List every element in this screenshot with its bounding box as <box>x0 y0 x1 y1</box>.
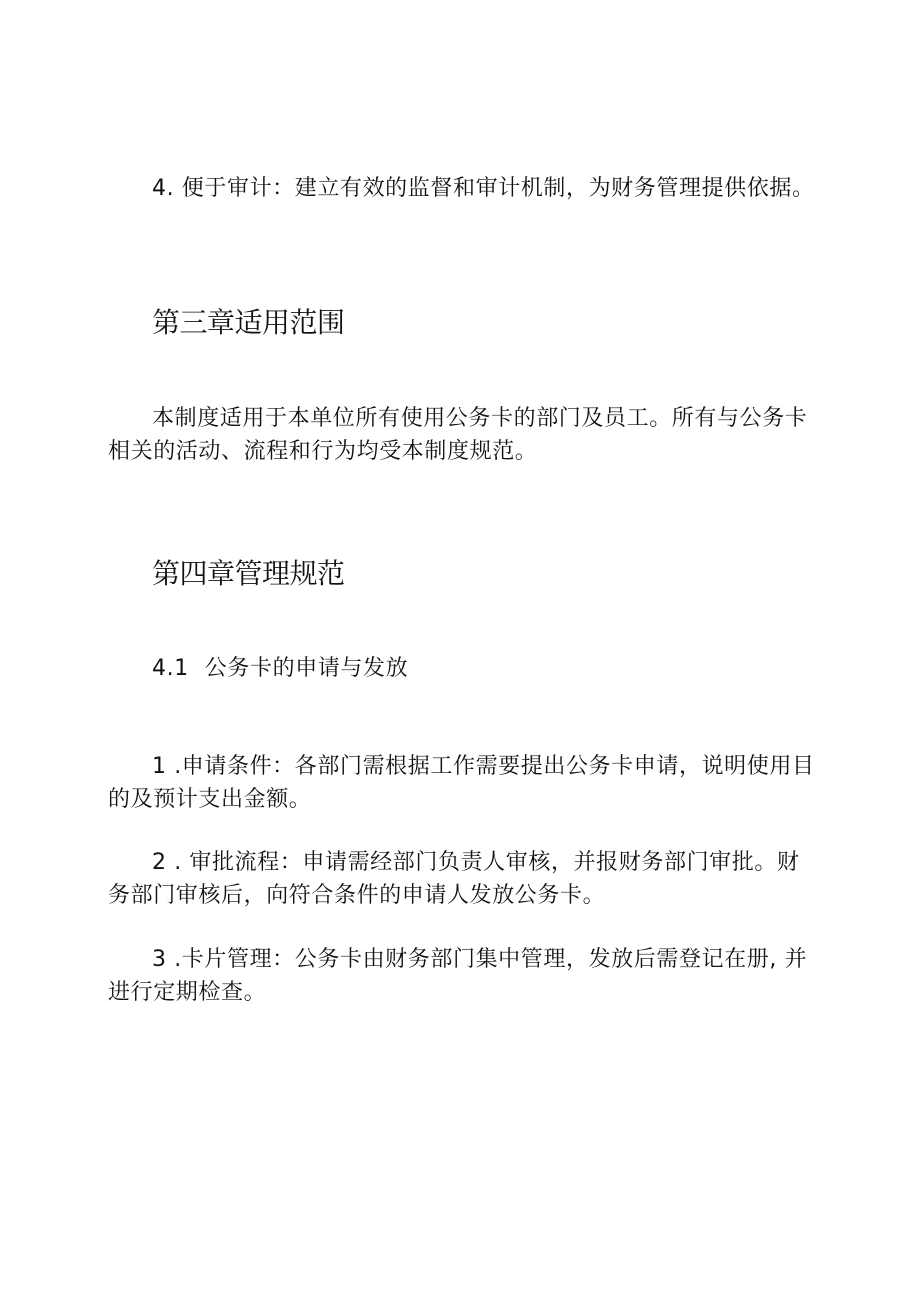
paragraph-item-3 <box>108 943 818 1009</box>
paragraph-scope <box>108 402 818 468</box>
paragraph-audit <box>108 172 818 205</box>
paragraph-audit-text: 4. 便于审计：建立有效的监督和审计机制，为财务管理提供依据。 <box>152 176 815 201</box>
section-title: 公务卡的申请与发放 <box>204 656 409 681</box>
paragraph-item-1 <box>108 750 818 816</box>
paragraph-item-1-text: 1 .申请条件：各部门需根据工作需要提出公务卡申请，说明使用目的及预计支出金额。 <box>108 754 815 812</box>
paragraph-item-2-text: 2 . 审批流程：申请需经部门负责人审核，并报财务部门审批。财务部门审核后，向符合条件的申请人发放公务卡。 <box>108 850 800 908</box>
paragraph-item-2 <box>108 846 818 912</box>
chapter-4-heading: 第四章管理规范 <box>152 557 345 590</box>
paragraph-scope-text: 本制度适用于本单位所有使用公务卡的部门及员工。所有与公务卡相关的活动、流程和行为均受本制度规范。 <box>108 406 808 464</box>
section-number: 4.1 <box>152 656 189 681</box>
section-4-1-heading <box>152 652 408 685</box>
chapter-3-heading: 第三章适用范围 <box>152 306 345 339</box>
paragraph-item-3-text: 3 .卡片管理：公务卡由财务部门集中管理，发放后需登记在册, 并进行定期检查。 <box>108 947 808 1005</box>
